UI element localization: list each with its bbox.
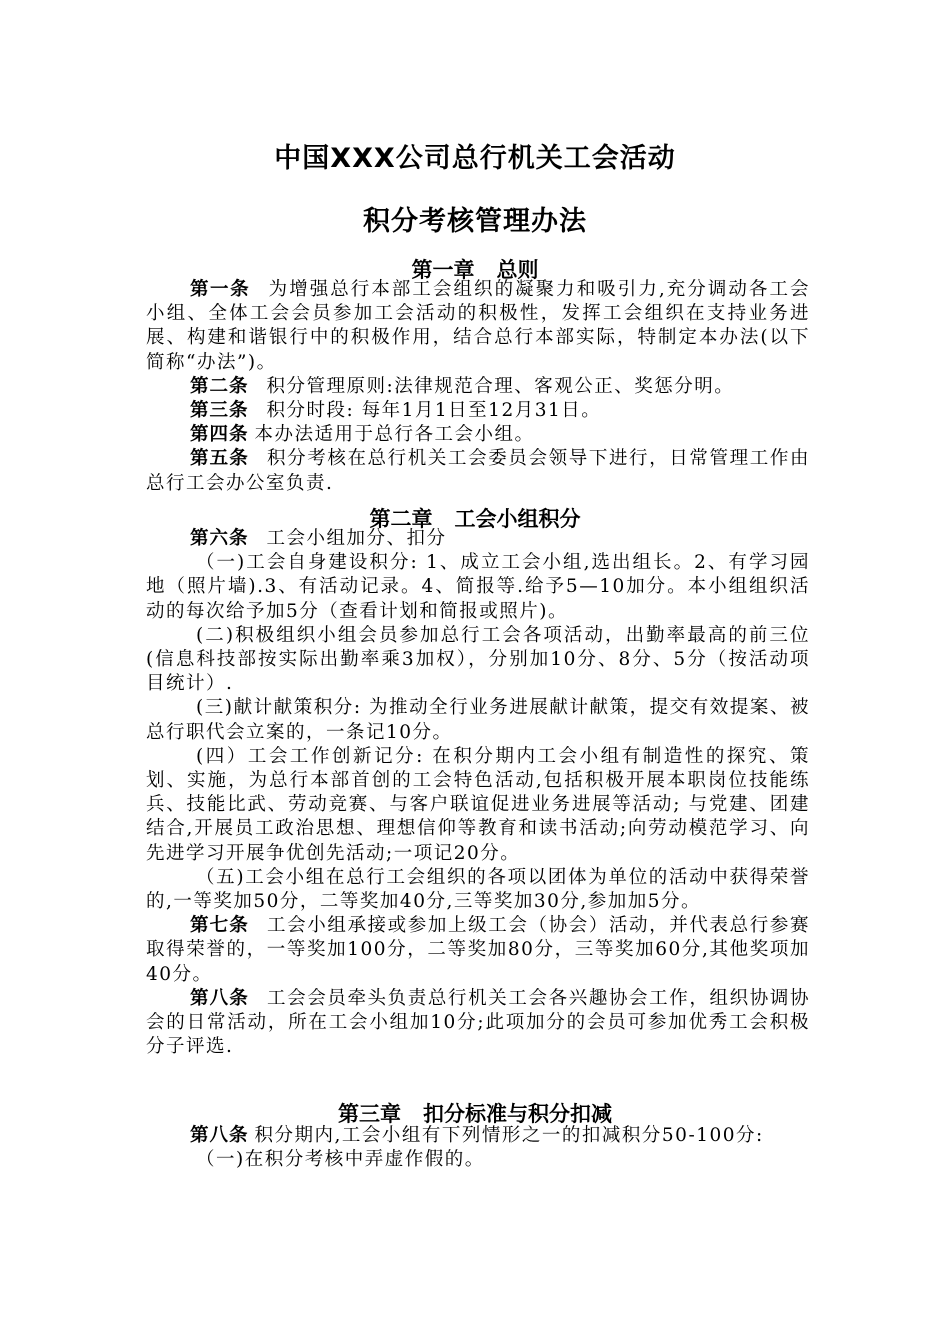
article-paragraph [146, 399, 810, 423]
article-text: 工会会员牵头负责总行机关工会各兴趣协会工作，组织协调协会的日常活动，所在工会小组加10分;此项加分的会员可参加优秀工会积极分子评选. [146, 987, 810, 1058]
article-paragraph [146, 447, 810, 495]
article-text: 工会小组加分、扣分 [266, 528, 447, 549]
article-label: 第七条 [190, 915, 249, 937]
item-paragraph: (二)积极组织小组会员参加总行工会各项活动，出勤率最高的前三位(信息科技部按实际出勤率乘3加权），分别加10分、8分、5分（按活动项目统计）. [146, 624, 810, 695]
item-paragraph: (四）工会工作创新记分: 在积分期内工会小组有制造性的探究、策划、实施，为总行本部首创的工会特色活动,包括积极开展本职岗位技能练兵、技能比武、劳动竞赛、与客户联谊促进业务进展等活动; 与党建、团建结合,开展员工政治思想、理想信仰等教育和读书活动;向劳动模范学习、向先进学习开展争优创先活动;一项记20分。 [146, 745, 810, 864]
article-paragraph [146, 987, 810, 1060]
chapter-name: 工会小组积分 [454, 507, 581, 531]
article-text: 积分时段: 每年1月1日至12月31日。 [266, 400, 602, 422]
article-text: 积分考核在总行机关工会委员会领导下进行，日常管理工作由总行工会办公室负责. [146, 448, 810, 494]
chapter-number: 第三章 [338, 1102, 401, 1126]
article-label: 第三条 [190, 400, 249, 422]
article-label: 第八条 [190, 1125, 249, 1146]
item-paragraph: (三)献计献策积分: 为推动全行业务进展献计献策，提交有效提案、被总行职代会立案的，一条记10分。 [146, 697, 810, 743]
article-label: 第六条 [190, 528, 249, 549]
chapter-1-body [146, 278, 810, 496]
article-text: 本办法适用于总行各工会小组。 [254, 424, 535, 446]
item-paragraph: （五)工会小组在总行工会组织的各项以团体为单位的活动中获得荣誉的,一等奖加50分，二等奖加40分,三等奖加30分,参加加5分。 [146, 866, 810, 913]
article-text: 工会小组承接或参加上级工会（协会）活动，并代表总行参赛取得荣誉的，一等奖加100分，二等奖加80分，三等奖加60分,其他奖项加40分。 [146, 915, 810, 985]
chapter-name: 扣分标准与积分扣减 [423, 1102, 612, 1126]
article-text: 积分管理原则:法律规范合理、客观公正、奖惩分明。 [266, 375, 735, 397]
article-paragraph [146, 375, 810, 399]
article-paragraph [146, 527, 810, 551]
item-paragraph: （一)工会自身建设积分: 1、成立工会小组,选出组长。2、有学习园地（照片墙).3、有活动记录。4、简报等.给予5—10加分。本小组组织活动的每次给予加5分（查看计划和简报或照片)。 [146, 552, 810, 622]
article-paragraph [146, 423, 810, 447]
chapter-number: 第一章 [411, 258, 475, 282]
chapter-2-body [146, 527, 810, 1059]
item-paragraph: （一)在积分考核中弄虚作假的。 [196, 1149, 485, 1171]
article-label: 第二条 [190, 375, 249, 397]
article-paragraph [146, 914, 810, 987]
article-text: 为增强总行本部工会组织的凝聚力和吸引力,充分调动各工会小组、全体工会会员参加工会活动的积极性，发挥工会组织在支持业务进展、构建和谐银行中的积极作用，结合总行本部实际，特制定本办法(以下简称“办法”)。 [146, 279, 810, 373]
article-label: 第四条 [190, 424, 249, 446]
article-label: 第八条 [190, 987, 249, 1009]
article-text: 积分期内,工会小组有下列情形之一的扣减积分50-100分: [254, 1125, 764, 1146]
chapter-name: 总则 [496, 258, 539, 282]
chapter-3-body [146, 1124, 810, 1172]
chapter-number: 第二章 [369, 507, 433, 531]
document-title-line-1: 中国XXX公司总行机关工会活动 [274, 143, 676, 174]
article-paragraph [146, 278, 810, 375]
article-label: 第一条 [190, 279, 251, 300]
article-label: 第五条 [190, 448, 249, 470]
article-paragraph [146, 1124, 810, 1148]
document-title-line-2: 积分考核管理办法 [363, 206, 587, 237]
